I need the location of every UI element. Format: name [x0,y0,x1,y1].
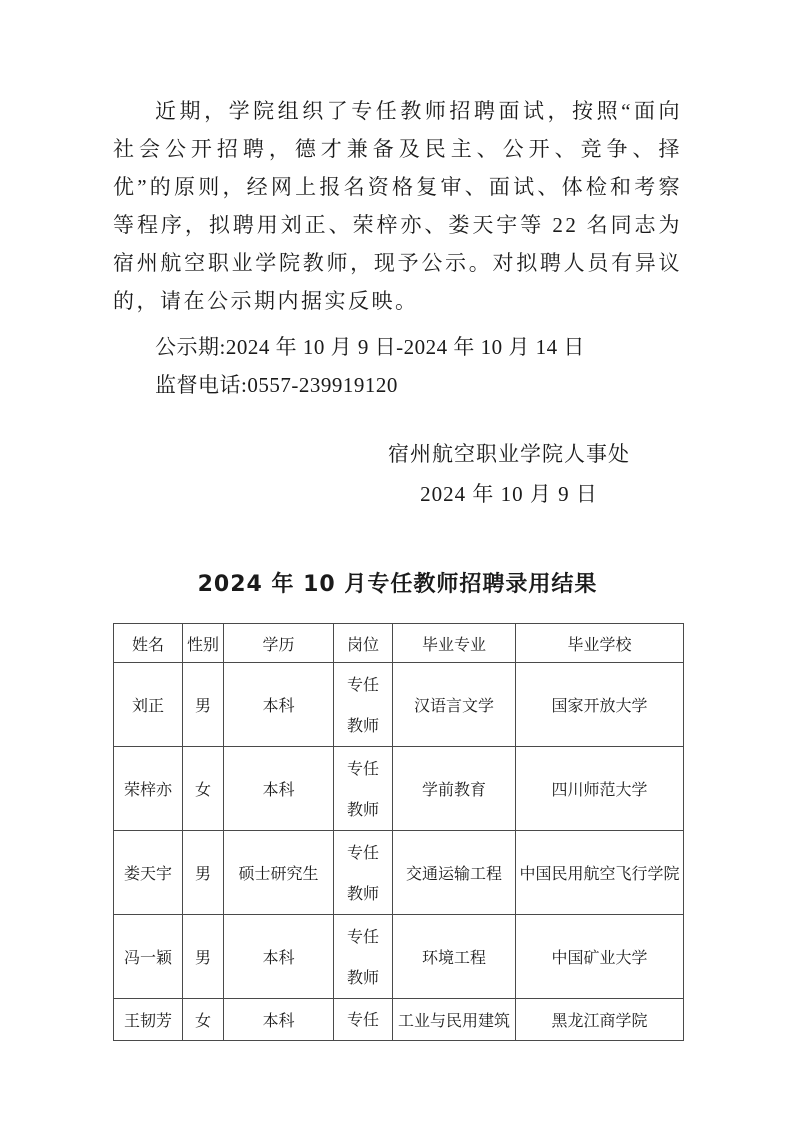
cell-name: 荣梓亦 [114,747,183,831]
header-major: 毕业专业 [393,624,516,663]
cell-education: 硕士研究生 [224,831,334,915]
position-text: 专任教师 [347,842,380,903]
supervision-phone-line: 监督电话:0557-239919120 [155,373,398,397]
cell-position [334,747,393,831]
header-school: 毕业学校 [516,624,684,663]
position-text: 专任 [347,1010,380,1029]
cell-major: 环境工程 [393,915,516,999]
cell-gender: 男 [183,663,224,747]
cell-major: 学前教育 [393,747,516,831]
cell-gender: 女 [183,747,224,831]
cell-school: 中国民用航空飞行学院 [516,831,684,915]
header-gender: 性别 [183,624,224,663]
cell-major: 交通运输工程 [393,831,516,915]
table-title: 2024 年 10 月专任教师招聘录用结果 [197,572,598,597]
cell-position [334,831,393,915]
position-text: 专任教师 [347,926,380,987]
cell-education: 本科 [224,747,334,831]
cell-major: 工业与民用建筑 [393,999,516,1041]
cell-name: 刘正 [114,663,183,747]
cell-name: 王韧芳 [114,999,183,1041]
cell-gender: 男 [183,915,224,999]
position-text: 专任教师 [347,758,380,819]
table-row [114,915,684,999]
table-row [114,831,684,915]
cell-gender: 男 [183,831,224,915]
position-text: 专任教师 [347,674,380,735]
cell-name: 娄天宇 [114,831,183,915]
table-row [114,747,684,831]
cell-school: 国家开放大学 [516,663,684,747]
cell-education: 本科 [224,915,334,999]
announcement-paragraph: 近期，学院组织了专任教师招聘面试，按照“面向社会公开招聘，德才兼备及民主、公开、竞争、择优”的原则，经网上报名资格复审、面试、体检和考察等程序，拟聘用刘正、荣梓亦、娄天宇等 22 名同志为宿州航空职业学院教师，现予公示。对拟聘人员有异议的，请在公示期内据实反映。 [113,99,682,313]
signature-date: 2024 年 10 月 9 日 [420,482,598,506]
cell-school: 中国矿业大学 [516,915,684,999]
signature-block [378,434,640,514]
cell-position [334,915,393,999]
cell-position [334,999,393,1041]
publicity-period-line: 公示期:2024 年 10 月 9 日-2024 年 10 月 14 日 [155,335,585,359]
header-position: 岗位 [334,624,393,663]
table-row [114,663,684,747]
cell-school: 四川师范大学 [516,747,684,831]
recruitment-results-table [113,623,684,1041]
signature-org: 宿州航空职业学院人事处 [388,442,630,466]
cell-name: 冯一颖 [114,915,183,999]
header-education: 学历 [224,624,334,663]
table-header-row [114,624,684,663]
cell-education: 本科 [224,999,334,1041]
cell-gender: 女 [183,999,224,1041]
cell-position [334,663,393,747]
header-name: 姓名 [114,624,183,663]
info-lines [113,328,682,404]
cell-major: 汉语言文学 [393,663,516,747]
table-row [114,999,684,1041]
cell-education: 本科 [224,663,334,747]
cell-school: 黑龙江商学院 [516,999,684,1041]
